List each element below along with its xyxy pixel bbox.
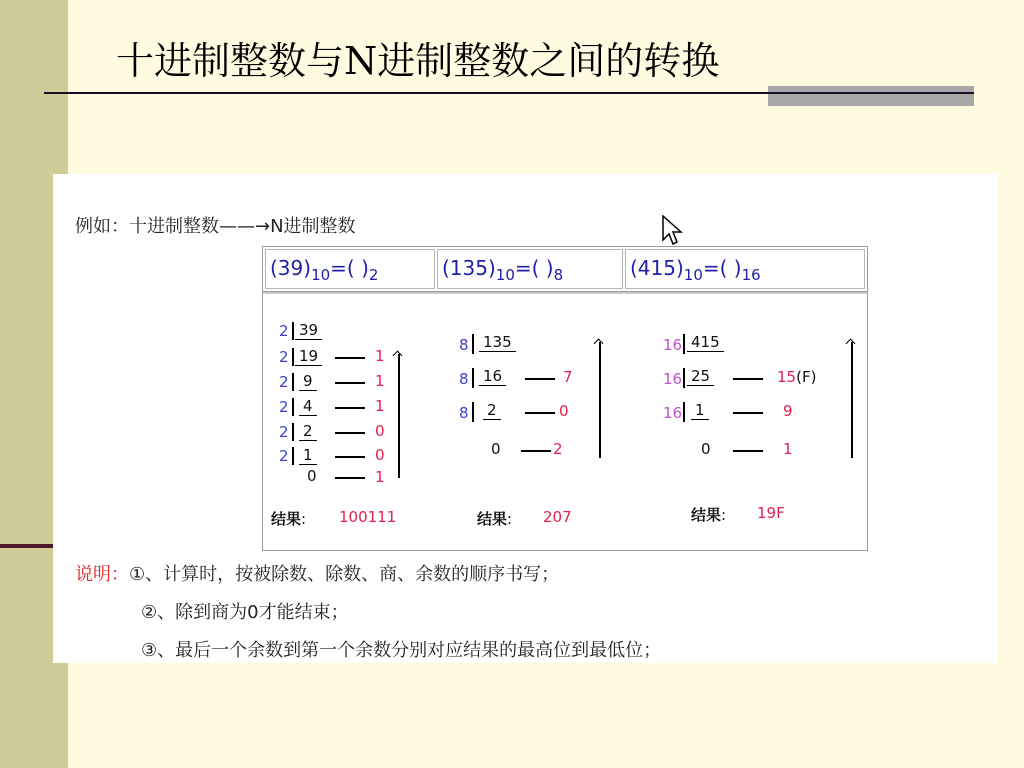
conversion-figure [53,174,997,663]
note-2: ②、除到商为0才能结束； [141,602,349,623]
division-bracket [292,322,294,340]
expression-cell-2 [437,249,623,289]
intro-text: 例如：十进制整数——→N进制整数 [75,216,356,237]
page-title: 十进制整数与N进制整数之间的转换 [116,39,720,83]
result-value: 19F [757,504,785,522]
up-arrow-icon [599,342,601,458]
expression-3: $(415)_{10}=$( )$_{16}$ [630,256,761,284]
remainder-dash [733,450,763,452]
quotient: 25 [687,367,714,386]
remainder: 1 [783,440,793,458]
remainder: 2 [553,440,563,458]
quotient: 2 [483,401,501,420]
left-accent-rule [0,544,54,548]
quotient: 16 [479,367,506,386]
remainder-dash [335,456,365,458]
note-3: ③、最后一个余数到第一个余数分别对应结果的最高位到最低位； [141,640,662,661]
division-column-base2 [263,294,433,550]
remainder: 1 [375,397,385,415]
remainder-dash [335,432,365,434]
divisor: 16 [663,404,683,422]
up-arrow-icon [851,342,853,458]
remainder-dash [733,378,763,380]
division-bracket [683,402,685,422]
result-label: 结果: [271,510,307,528]
divisor: 2 [279,373,289,391]
remainder-dash [733,412,763,414]
result-label: 结果: [691,506,727,524]
quotient: 9 [299,372,317,391]
remainder-dash [525,412,555,414]
expression-cell-3 [625,249,865,289]
up-arrow-icon [398,354,400,478]
quotient: 1 [691,401,709,420]
note-1: 说明：①、计算时，按被除数、除数、商、余数的顺序书写； [75,564,560,585]
divisor: 2 [279,348,289,366]
remainder-dash [525,378,555,380]
expression-1: $(39)_{10}=$( )$_2$ [270,256,379,284]
quotient: 2 [299,422,317,441]
division-bracket [472,334,474,354]
expression-2: $(135)_{10}=$( )$_8$ [442,256,564,284]
remainder-dash [335,477,365,479]
divisor: 8 [459,404,469,422]
expression-cell-1 [265,249,435,289]
mouse-pointer-icon [661,214,685,250]
remainder: 9 [783,402,793,420]
division-bracket [472,368,474,388]
remainder-dash [335,382,365,384]
title-rule [44,92,974,94]
calculation-panel [262,292,868,551]
result-value: 207 [543,508,572,526]
dividend: 39 [295,321,322,340]
remainder-dash [335,407,365,409]
result-label: 结果: [477,510,513,528]
divisor: 16 [663,370,683,388]
quotient: 4 [299,397,317,416]
division-bracket [292,423,294,441]
remainder-dash [521,450,551,452]
division-bracket [472,402,474,422]
remainder: 1 [375,372,385,390]
final-quotient: 0 [701,440,711,458]
quotient: 19 [295,347,322,366]
division-bracket [683,368,685,388]
divisor: 2 [279,322,289,340]
remainder: 7 [563,368,573,386]
divisor: 2 [279,398,289,416]
division-column-base16 [653,294,865,550]
division-bracket [292,348,294,366]
remainder: 0 [559,402,569,420]
division-column-base8 [453,294,633,550]
remainder: 0 [375,446,385,464]
divisor: 8 [459,370,469,388]
expression-row [262,246,868,292]
remainder: 1 [375,347,385,365]
quotient: 1 [299,446,317,465]
remainder: 1 [375,468,385,486]
final-quotient: 0 [491,440,501,458]
dividend: 135 [479,333,516,352]
divisor: 16 [663,336,683,354]
result-value: 100111 [339,508,397,526]
divisor: 2 [279,447,289,465]
division-bracket [292,398,294,416]
dividend: 415 [687,333,724,352]
division-bracket [292,373,294,391]
divisor: 8 [459,336,469,354]
title-accent-bar [768,86,974,106]
remainder: 0 [375,422,385,440]
remainder-dash [335,357,365,359]
remainder: 15(F) [777,368,817,386]
final-quotient: 0 [307,467,317,485]
divisor: 2 [279,423,289,441]
division-bracket [292,447,294,465]
division-bracket [683,334,685,354]
